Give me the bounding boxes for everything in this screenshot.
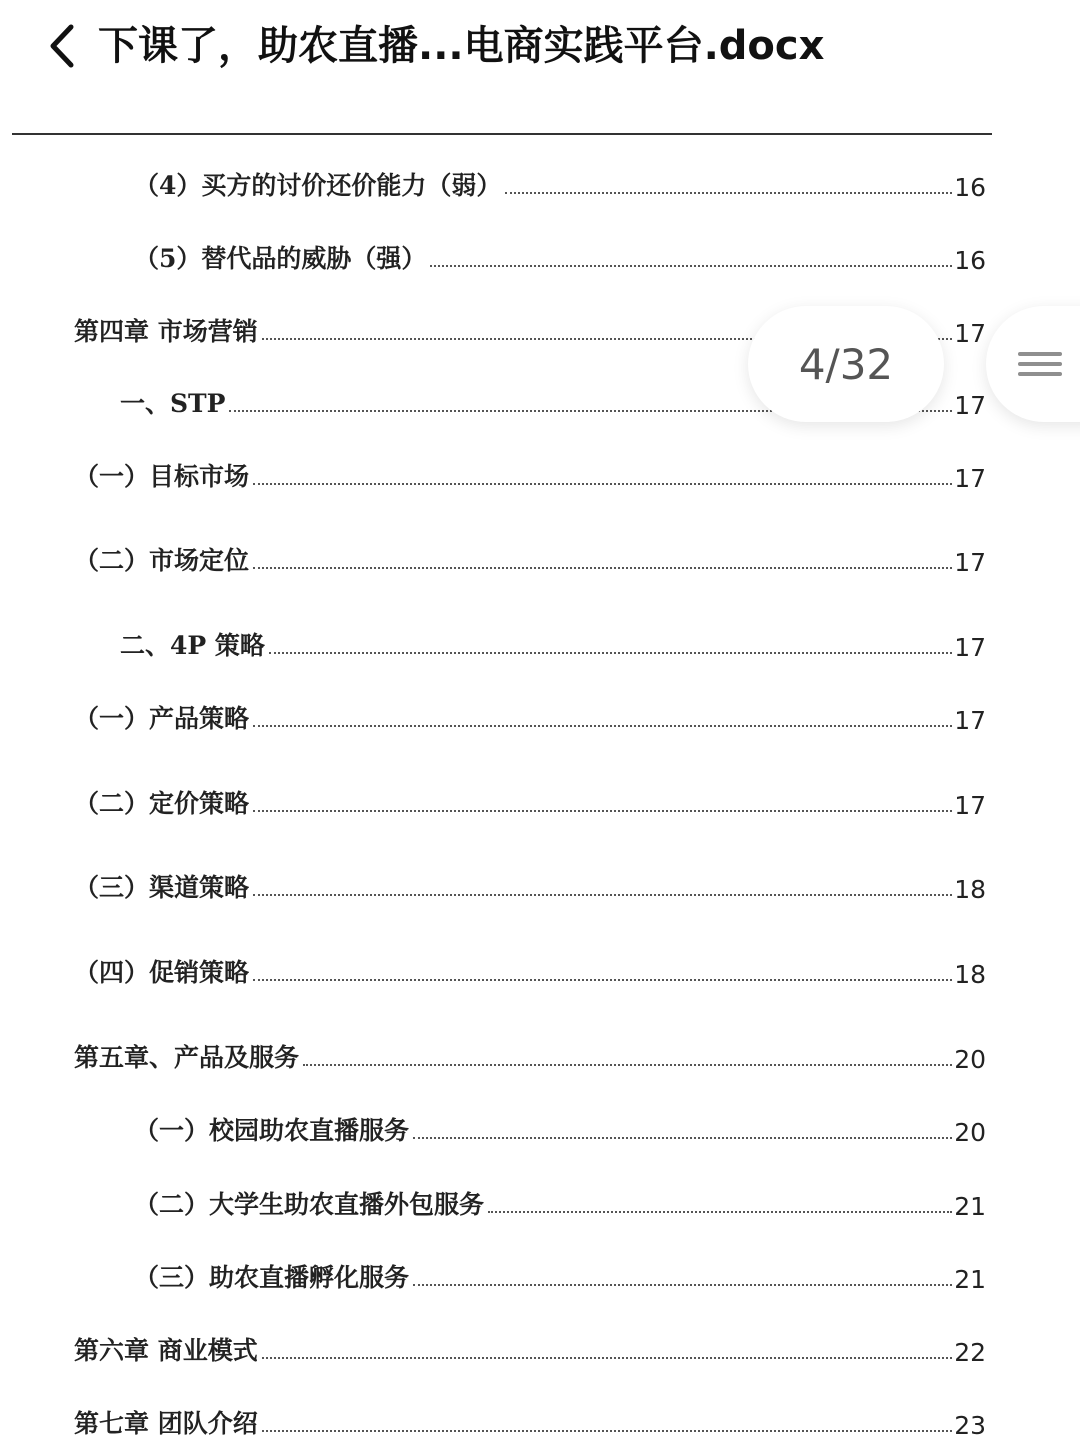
toc-entry[interactable] xyxy=(74,780,986,820)
toc-dot-leader xyxy=(430,264,952,267)
toc-entry[interactable] xyxy=(74,537,986,577)
toc-entry-title: 一、STP xyxy=(120,389,226,418)
toc-entry-title: 第五章、产品及服务 xyxy=(74,1043,300,1072)
toc-dot-leader xyxy=(262,1356,952,1359)
toc-entry-title: 二、4P 策略 xyxy=(120,631,265,660)
toc-entry-title: （二）定价策略 xyxy=(74,789,250,818)
document-title: 下课了，助农直播...电商实践平台.docx xyxy=(98,23,825,69)
toc-entry-title: 第四章 市场营销 xyxy=(74,317,258,346)
toc-dot-leader xyxy=(253,566,952,569)
toc-entry-title: （一）校园助农直播服务 xyxy=(134,1116,410,1145)
toc-entry-page: 22 xyxy=(954,1338,986,1367)
toc-dot-leader xyxy=(253,893,952,896)
toc-entry-page: 17 xyxy=(954,464,986,493)
toc-entry[interactable] xyxy=(134,1181,986,1221)
toc-entry-title: （一）目标市场 xyxy=(74,462,250,491)
toc-entry-page: 21 xyxy=(954,1192,986,1221)
toc-entry-title: （四）促销策略 xyxy=(74,958,250,987)
toc-entry-page: 16 xyxy=(954,173,986,202)
toc-entry[interactable] xyxy=(120,622,986,662)
toc-entry-title: （三）助农直播孵化服务 xyxy=(134,1263,410,1292)
toc-entry-title: （二）大学生助农直播外包服务 xyxy=(134,1190,485,1219)
toc-entry-title: （三）渠道策略 xyxy=(74,873,250,902)
toc-entry[interactable] xyxy=(134,1107,986,1147)
toc-entry-page: 18 xyxy=(954,960,986,989)
toc-entry-title: （二）市场定位 xyxy=(74,546,250,575)
page-indicator: 4/32 xyxy=(748,306,944,422)
toc-dot-leader xyxy=(413,1136,952,1139)
toc-dot-leader xyxy=(253,724,952,727)
toc-dot-leader xyxy=(505,191,952,194)
toc-entry-title: （5）替代品的威胁（强） xyxy=(134,244,427,273)
toc-entry-page: 17 xyxy=(954,633,986,662)
toc-entry-page: 17 xyxy=(954,319,986,348)
toc-entry[interactable] xyxy=(134,1254,986,1294)
toc-dot-leader xyxy=(488,1210,952,1213)
toc-entry-title: （一）产品策略 xyxy=(74,704,250,733)
toc-entry-title: 第六章 商业模式 xyxy=(74,1336,258,1365)
chevron-left-icon xyxy=(47,23,77,69)
toc-entry[interactable] xyxy=(134,162,986,202)
hamburger-menu-icon xyxy=(1018,346,1062,382)
toc-dot-leader xyxy=(413,1283,952,1286)
toc-dot-leader xyxy=(253,978,952,981)
toc-entry-page: 17 xyxy=(954,791,986,820)
toc-entry-page: 18 xyxy=(954,875,986,904)
toc-entry-page: 21 xyxy=(954,1265,986,1294)
toc-entry[interactable] xyxy=(74,453,986,493)
toc-dot-leader xyxy=(253,482,952,485)
toc-dot-leader xyxy=(253,809,952,812)
page-header-divider xyxy=(12,133,992,135)
toc-entry-title: 第七章 团队介绍 xyxy=(74,1409,258,1438)
toc-entry-title: （4）买方的讨价还价能力（弱） xyxy=(134,171,502,200)
toc-entry-page: 20 xyxy=(954,1118,986,1147)
toc-entry[interactable] xyxy=(74,695,986,735)
toc-entry-page: 17 xyxy=(954,548,986,577)
toc-dot-leader xyxy=(262,1429,952,1432)
toc-entry-page: 17 xyxy=(954,391,986,420)
toc-entry-page: 16 xyxy=(954,246,986,275)
toc-dot-leader xyxy=(269,651,952,654)
toc-entry[interactable] xyxy=(74,1327,986,1367)
toc-entry[interactable] xyxy=(74,864,986,904)
back-button[interactable] xyxy=(40,18,84,74)
toc-entry-page: 23 xyxy=(954,1411,986,1439)
toc-entry[interactable] xyxy=(74,949,986,989)
toc-entry[interactable] xyxy=(74,1034,986,1074)
document-page[interactable] xyxy=(0,100,1080,1439)
toc-entry[interactable] xyxy=(74,1400,986,1439)
toc-entry[interactable] xyxy=(134,235,986,275)
top-bar xyxy=(0,0,1080,100)
toc-entry-page: 20 xyxy=(954,1045,986,1074)
toc-entry-page: 17 xyxy=(954,706,986,735)
toc-dot-leader xyxy=(303,1063,952,1066)
